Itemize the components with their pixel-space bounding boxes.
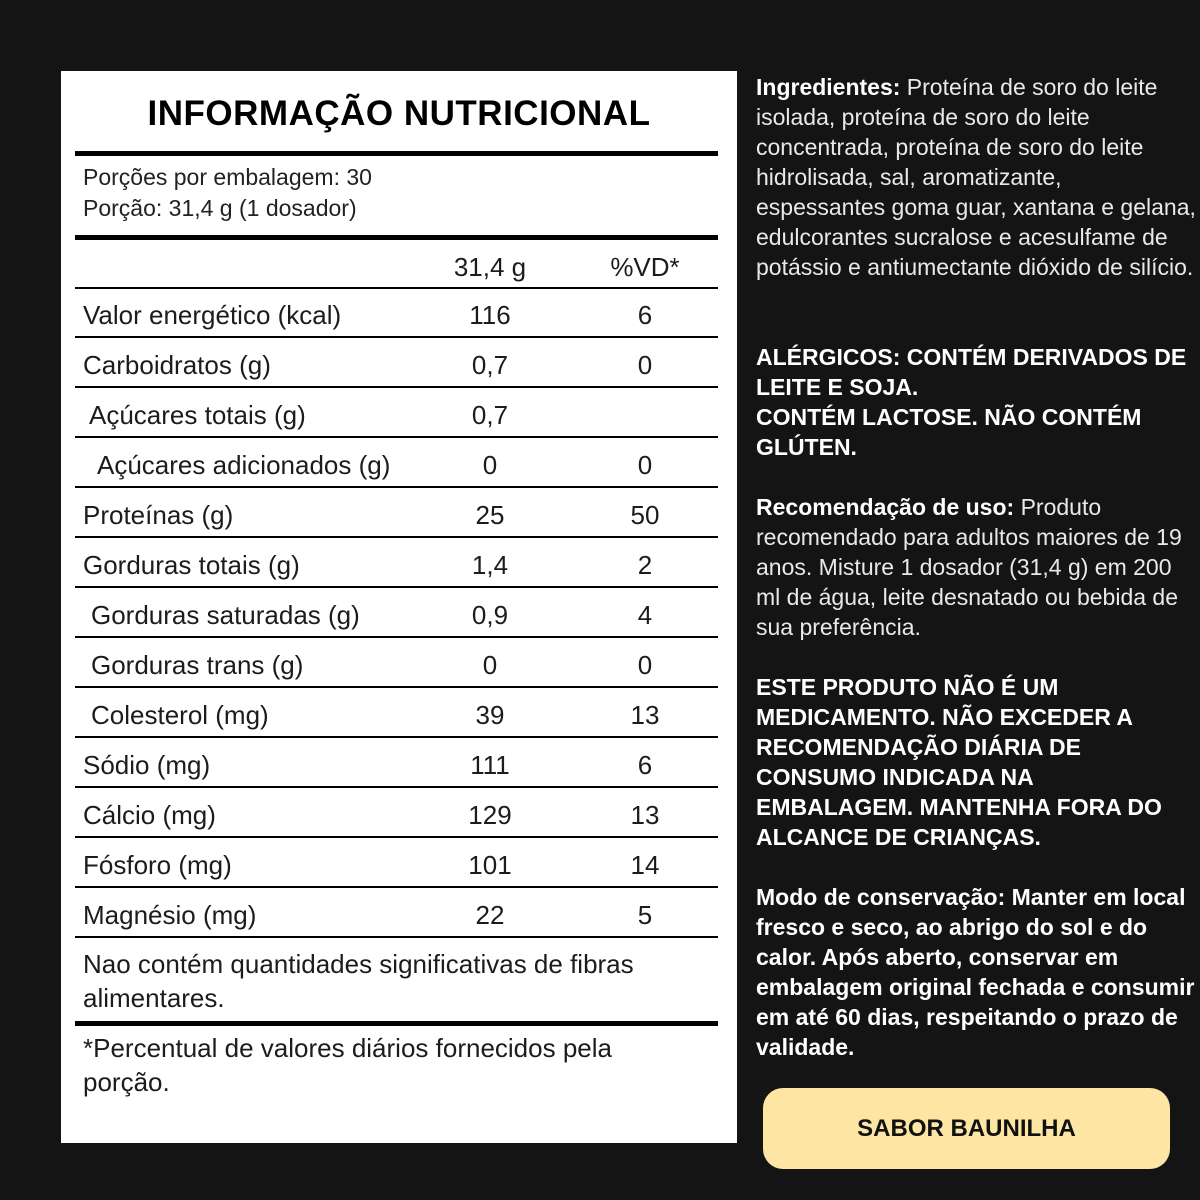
column-portion: 31,4 g — [453, 252, 527, 282]
nutrient-dv: 0 — [637, 350, 653, 380]
nutrient-label: Gorduras trans (g) — [91, 650, 304, 680]
nutrient-portion: 101 — [468, 850, 512, 880]
nutrient-portion: 116 — [469, 300, 511, 330]
divider — [75, 235, 718, 240]
usage-recommendation — [756, 492, 1196, 642]
warning-text: ESTE PRODUTO NÃO É UM MEDICAMENTO. NÃO EXCEDER A RECOMENDAÇÃO DIÁRIA DE CONSUMO INDICADA NA EMBALAGEM. MANTENHA FORA DO ALCANCE DE CRIANÇAS. — [756, 674, 1162, 850]
divider — [75, 686, 718, 688]
nutrient-portion: 22 — [475, 900, 505, 930]
divider — [75, 536, 718, 538]
divider — [75, 386, 718, 388]
ingredients — [756, 72, 1196, 282]
usage-label: Recomendação de uso: — [756, 494, 1015, 520]
nutrient-portion: 129 — [468, 800, 512, 830]
storage-text: Modo de conservação: Manter em local fresco e seco, ao abrigo do sol e do calor. Após aberto, conservar em embalagem original fechada e consumir em até 60 dias, respeitando o prazo de validade. — [756, 884, 1195, 1060]
nutrient-label: Gorduras saturadas (g) — [91, 600, 360, 630]
nutrient-dv: 0 — [637, 650, 653, 680]
table-row — [0, 290, 740, 338]
nutrient-dv: 2 — [637, 550, 653, 580]
divider — [75, 786, 718, 788]
table-row — [0, 840, 740, 888]
nutrient-dv: 13 — [630, 700, 660, 730]
nutrient-dv: 4 — [637, 600, 653, 630]
nutrient-portion: 0 — [482, 650, 498, 680]
nutrient-label: Proteínas (g) — [83, 500, 234, 530]
divider — [75, 936, 718, 938]
table-row — [0, 590, 740, 638]
nutrient-dv: 0 — [637, 450, 653, 480]
nutrient-portion: 25 — [475, 500, 505, 530]
nutrient-portion: 0,7 — [471, 400, 509, 430]
allergens-line-2: CONTÉM LACTOSE. NÃO CONTÉM GLÚTEN. — [756, 404, 1142, 460]
nutrient-dv: 6 — [637, 300, 653, 330]
divider — [75, 436, 718, 438]
nutrient-label: Magnésio (mg) — [83, 900, 257, 930]
nutrition-title: INFORMAÇÃO NUTRICIONAL — [147, 94, 651, 133]
nutrient-portion: 1,4 — [471, 550, 509, 580]
table-row — [0, 690, 740, 738]
flavor-badge — [763, 1088, 1170, 1169]
allergens — [756, 342, 1196, 462]
table-row — [0, 390, 740, 438]
nutrient-dv: 50 — [630, 500, 660, 530]
nutrient-label: Açúcares adicionados (g) — [97, 450, 391, 480]
column-dv: %VD* — [610, 252, 680, 282]
divider — [75, 151, 718, 156]
nutrient-label: Colesterol (mg) — [91, 700, 269, 730]
divider — [75, 736, 718, 738]
nutrient-portion: 0,7 — [471, 350, 509, 380]
divider — [75, 636, 718, 638]
servings-per-package: Porções por embalagem: 30 — [83, 164, 372, 190]
table-row — [0, 340, 740, 388]
nutrient-label: Cálcio (mg) — [83, 800, 216, 830]
table-row — [0, 740, 740, 788]
nutrient-dv: 5 — [637, 900, 653, 930]
nutrient-dv: 13 — [630, 800, 660, 830]
table-row — [0, 790, 740, 838]
nutrient-portion: 0 — [482, 450, 498, 480]
nutrient-label: Gorduras totais (g) — [83, 550, 300, 580]
allergens-line-1: ALÉRGICOS: CONTÉM DERIVADOS DE LEITE E SOJA. — [756, 344, 1187, 400]
table-row — [0, 890, 740, 938]
table-header — [0, 242, 740, 290]
divider — [75, 287, 718, 289]
table-row — [0, 440, 740, 488]
divider — [75, 486, 718, 488]
table-row — [0, 490, 740, 538]
nutrient-label: Carboidratos (g) — [83, 350, 271, 380]
serving-size: Porção: 31,4 g (1 dosador) — [83, 195, 357, 221]
divider — [75, 336, 718, 338]
fiber-note: Nao contém quantidades significativas de fibras alimentares. — [83, 949, 634, 1013]
nutrient-portion: 39 — [475, 700, 505, 730]
divider — [75, 886, 718, 888]
dv-note: *Percentual de valores diários fornecidos pela porção. — [83, 1033, 612, 1097]
table-row — [0, 640, 740, 688]
flavor-label: SABOR BAUNILHA — [857, 1114, 1076, 1142]
ingredients-text: Proteína de soro do leite isolada, proteína de soro do leite concentrada, proteína de soro do leite hidrolisada, sal, aromatizante, espessantes goma guar, xantana e gelana, edulcorantes sucralose e acesulfame de potássio e antiumectante dióxido de silício. — [756, 74, 1196, 280]
nutrient-dv: 6 — [637, 750, 653, 780]
divider — [75, 1021, 718, 1026]
nutrient-label: Fósforo (mg) — [83, 850, 232, 880]
nutrient-portion: 0,9 — [471, 600, 509, 630]
nutrient-portion: 111 — [470, 750, 510, 780]
divider — [75, 836, 718, 838]
nutrient-dv: 14 — [630, 850, 660, 880]
nutrient-label: Açúcares totais (g) — [89, 400, 306, 430]
servings-info — [83, 162, 372, 224]
nutrient-label: Sódio (mg) — [83, 750, 211, 780]
ingredients-label: Ingredientes: — [756, 74, 901, 100]
table-row — [0, 540, 740, 588]
nutrient-label: Valor energético (kcal) — [83, 300, 342, 330]
usage-text: Produto recomendado para adultos maiores de 19 anos. Misture 1 dosador (31,4 g) em 200 ml de água, leite desnatado ou bebida de sua preferência. — [756, 494, 1182, 640]
divider — [75, 586, 718, 588]
